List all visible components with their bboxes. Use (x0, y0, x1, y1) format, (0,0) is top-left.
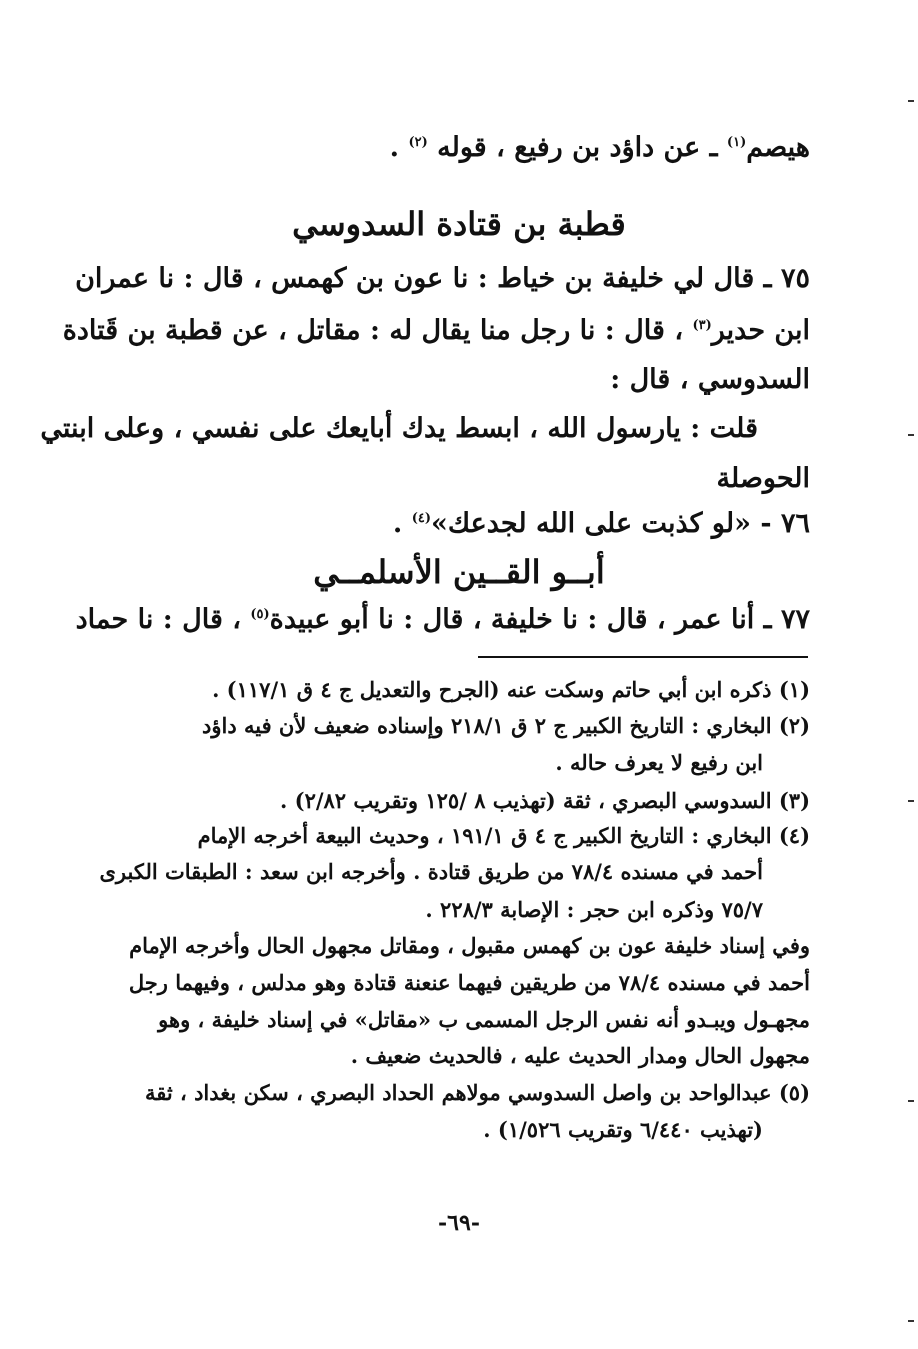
text-line-5: قلت : يارسول الله ، ابسط يدك أبايعك على نفسي ، وعلى ابنتي (40, 413, 758, 444)
footnote-ref-3: (٣) (692, 318, 712, 333)
section-heading-qutba: قطبة بن قتادة السدوسي (292, 205, 626, 243)
footnote-4-line-1: (٤) البخاري : التاريخ الكبير ج ٤ ق ١٩١/١ ، وحديث البيعة أخرجه الإمام (197, 823, 810, 848)
footnote-ref-4: (٤) (411, 511, 431, 526)
scan-mark (908, 434, 914, 436)
footnote-divider (478, 656, 808, 658)
footnote-ref-2: (٢) (408, 135, 428, 150)
scan-mark (908, 100, 914, 102)
footnote-3: (٣) السدوسي البصري ، ثقة (تهذيب ٨ /١٢٥ وتقريب ٢/٨٢) . (280, 788, 810, 813)
text-line-75: ٧٥ ـ قال لي خليفة بن خياط : نا عون بن كهمس ، قال : نا عمران (75, 263, 810, 294)
text-line-77: ٧٧ ـ أنا عمر ، قال : نا خليفة ، قال : نا أبو عبيدة$^{(٥)}$ ، قال : نا حماد (75, 604, 810, 635)
footnote-4-line-7: مجهول الحال ومدار الحديث عليه ، فالحديث ضعيف . (350, 1043, 810, 1068)
footnote-1: (١) ذكره ابن أبي حاتم وسكت عنه (الجرح والتعديل ج ٤ ق ١١٧/١) . (212, 677, 810, 702)
text-line-6: الحوصلة (716, 463, 810, 494)
text-line-4: السدوسي ، قال : (610, 364, 810, 395)
scan-mark (908, 800, 914, 802)
footnote-5-line-2: (تهذيب ٦/٤٤٠ وتقريب ١/٥٢٦) . (483, 1117, 763, 1142)
footnote-2-line-1: (٢) البخاري : التاريخ الكبير ج ٢ ق ٢١٨/١ وإسناده ضعيف لأن فيه داؤد (202, 713, 810, 738)
footnote-4-line-3: ٧٥/٧ وذكره ابن حجر : الإصابة ٢٢٨/٣ . (425, 897, 763, 922)
text-line-3: ابن حدير$^{(٣)}$ ، قال : نا رجل منا يقال له : مقاتل ، عن قطبة بن قَتادة (62, 315, 810, 346)
footnote-2-line-2: ابن رفيع لا يعرف حاله . (555, 750, 763, 775)
footnote-ref-1: (١) (726, 135, 747, 150)
footnote-4-line-5: أحمد في مسنده ٧٨/٤ من طريقين فيهما عنعنة قتادة وهو مدلس ، وفيهما رجل (128, 970, 810, 995)
footnote-ref-5: (٥) (250, 607, 270, 622)
text-line-76: ٧٦ - «لو كذبت على الله لجدعك»$^{(٤)}$ . (392, 508, 810, 539)
footnote-4-line-4: وفي إسناد خليفة عون بن كهمس مقبول ، ومقاتل مجهول الحال وأخرجه الإمام (129, 933, 810, 958)
footnote-5-line-1: (٥) عبدالواحد بن واصل السدوسي مولاهم الحداد البصري ، سكن بغداد ، ثقة (144, 1080, 810, 1105)
footnote-4-line-6: مجهـول ويبـدو أنه نفس الرجل المسمى ب «مقاتل» في إسناد خليفة ، وهو (158, 1007, 810, 1032)
footnote-4-line-2: أحمد في مسنده ٧٨/٤ من طريق قتادة . وأخرجه ابن سعد : الطبقات الكبرى (99, 859, 763, 884)
text-line-1: هيصم$^{(١)}$ ـ عن داؤد بن رفيع ، قوله $^{(٢)}$ . (389, 132, 810, 163)
scan-mark (908, 1320, 914, 1322)
scan-mark (908, 1100, 914, 1102)
page-number: -٦٩- (438, 1210, 480, 1236)
section-heading-abu-alqayn: أبــو القــين الأسلمــي (313, 553, 605, 591)
